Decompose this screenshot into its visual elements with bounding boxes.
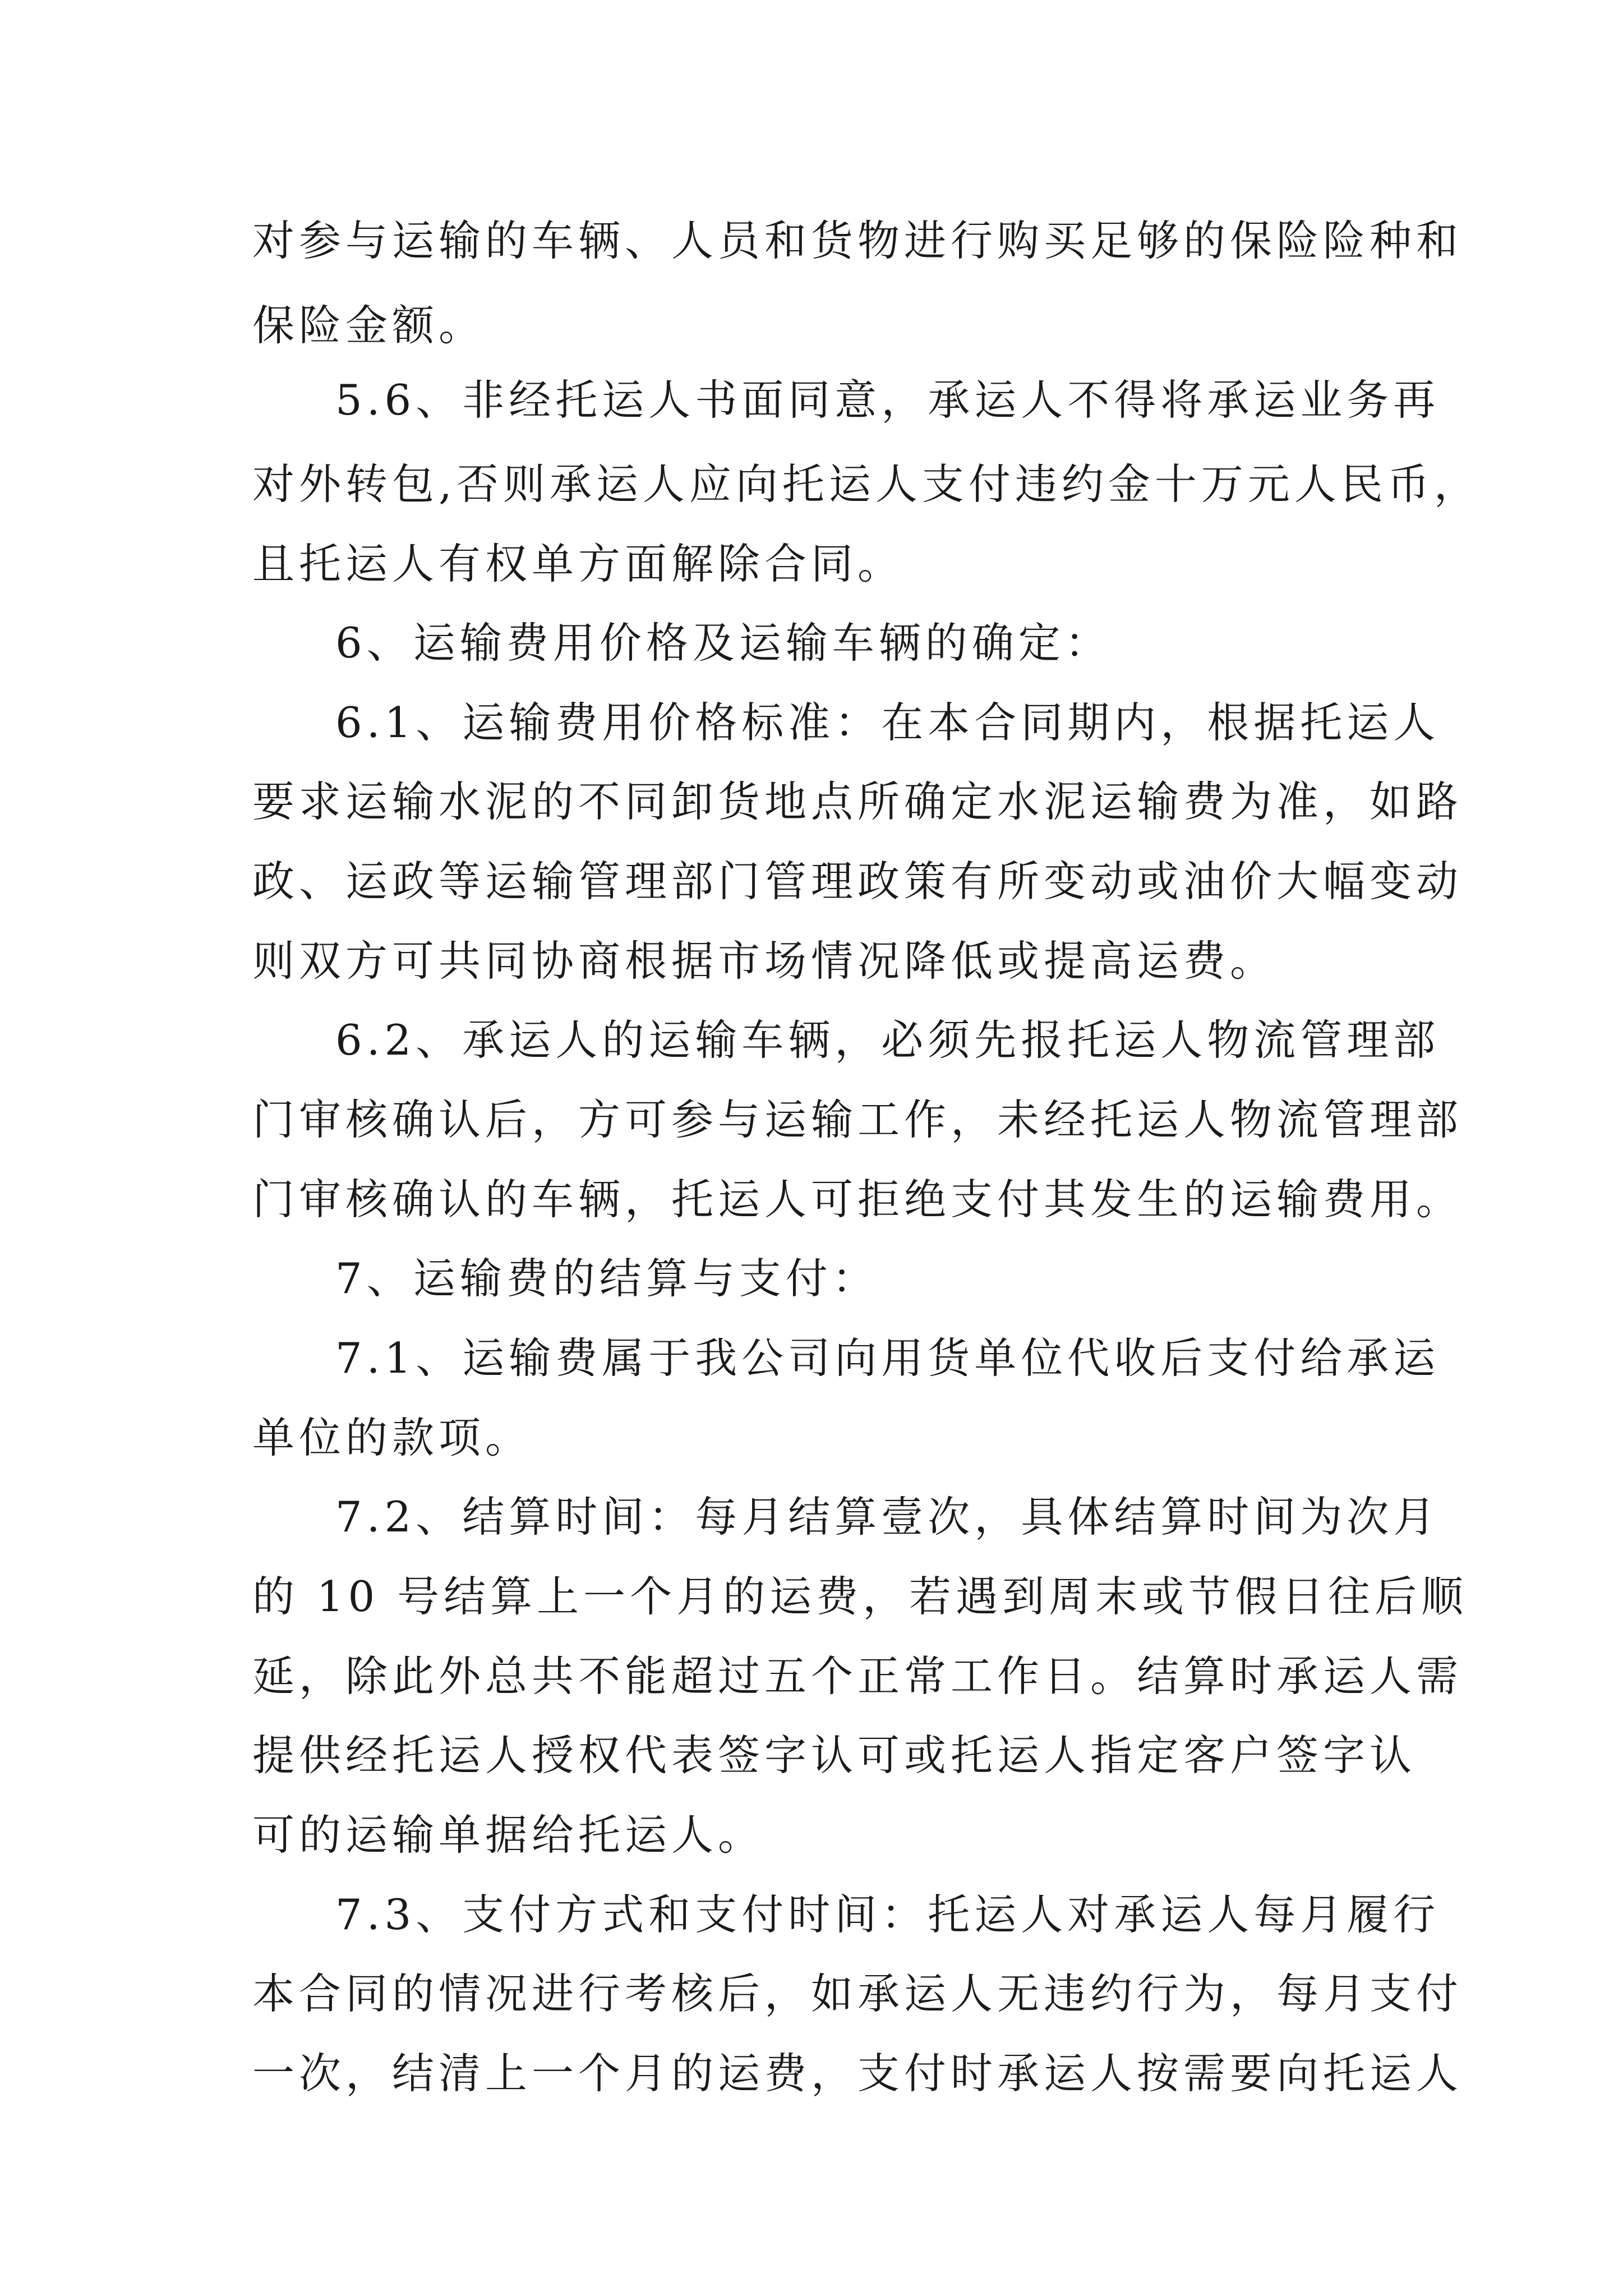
text-line: 一次，结清上一个月的运费，支付时承运人按需要向托运人 [252,2049,1463,2098]
text-line: 本合同的情况进行考核后，如承运人无违约行为，每月支付 [252,1969,1463,2018]
text-line: 则双方可共同协商根据市场情况降低或提高运费。 [252,936,1277,986]
text-line: 的 10 号结算上一个月的运费，若遇到周末或节假日往后顺 [252,1572,1468,1621]
text-line: 6、运输费用价格及运输车辆的确定： [335,618,1112,668]
text-line: 7.3、支付方式和支付时间：托运人对承运人每月履行 [335,1890,1440,1939]
text-line: 可的运输单据给托运人。 [252,1810,765,1860]
text-line: 延，除此外总共不能超过五个正常工作日。结算时承运人需 [252,1651,1463,1701]
text-line: 政、运政等运输管理部门管理政策有所变动或油价大幅变动 [252,857,1463,906]
text-line: 7、运输费的结算与支付： [335,1254,879,1303]
text-line: 7.1、运输费属于我公司向用货单位代收后支付给承运 [335,1333,1440,1383]
text-line: 且托运人有权单方面解除合同。 [252,539,905,588]
text-line: 对参与运输的车辆、人员和货物进行购买足够的保险险种和 [252,216,1463,265]
text-line: 门审核确认的车辆，托运人可拒绝支付其发生的运输费用。 [252,1175,1463,1224]
text-line: 5.6、非经托运人书面同意，承运人不得将承运业务再 [335,375,1440,425]
text-line: 保险金额。 [252,301,486,350]
text-line: 7.2、结算时间：每月结算壹次，具体结算时间为次月 [335,1492,1440,1542]
text-line: 6.2、承运人的运输车辆，必须先报托运人物流管理部 [335,1015,1440,1065]
text-line: 单位的款项。 [252,1413,532,1462]
text-line: 提供经托运人授权代表签字认可或托运人指定客户签字认 [252,1731,1417,1780]
text-line: 要求运输水泥的不同卸货地点所确定水泥运输费为准，如路 [252,777,1463,826]
text-line: 对外转包,否则承运人应向托运人支付违约金十万元人民币， [252,459,1481,509]
text-line: 门审核确认后，方可参与运输工作，未经托运人物流管理部 [252,1095,1463,1144]
text-line: 6.1、运输费用价格标准：在本合同期内，根据托运人 [335,698,1440,747]
